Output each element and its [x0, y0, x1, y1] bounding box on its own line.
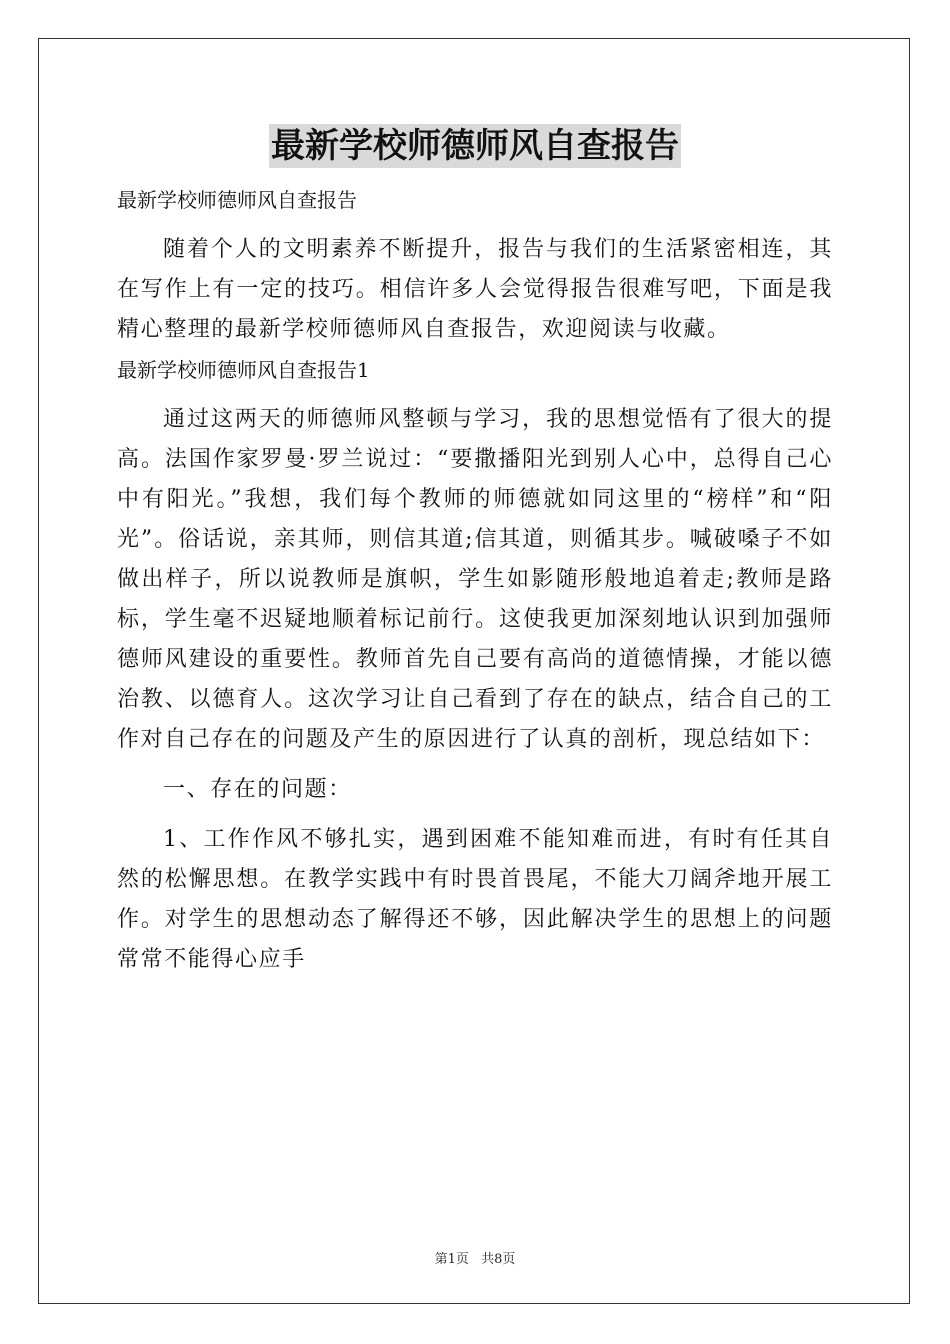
section-title: 最新学校师德师风自查报告1 — [117, 358, 370, 382]
spacer — [117, 220, 833, 230]
problems-heading: 一、存在的问题： — [163, 777, 352, 802]
title-container — [0, 124, 950, 168]
spacer — [117, 390, 833, 400]
spacer — [117, 760, 833, 770]
problem-1-paragraph: 1、工作作风不够扎实，遇到困难不能知难而进，有时有任其自然的松懈思想。在教学实践中有时畏首畏尾，不能大刀阔斧地开展工作。对学生的思想动态了解得还不够，因此解决学生的思想上的问题常常不能得心应手 — [117, 827, 833, 972]
intro-paragraph: 随着个人的文明素养不断提升，报告与我们的生活紧密相连，其在写作上有一定的技巧。相信许多人会觉得报告很难写吧，下面是我精心整理的最新学校师德师风自查报告，欢迎阅读与收藏。 — [117, 237, 833, 342]
document-body — [117, 180, 833, 980]
body-paragraph: 通过这两天的师德师风整顿与学习，我的思想觉悟有了很大的提高。法国作家罗曼·罗兰说过：“要撒播阳光到别人心中，总得自己心中有阳光。”我想，我们每个教师的师德就如同这里的“榜样”和“阳光”。俗话说，亲其师，则信其道;信其道，则循其步。喊破嗓子不如做出样子，所以说教师是旗帜，学生如影随形般地追着走;教师是路标，学生毫不迟疑地顺着标记前行。这使我更加深刻地认识到加强师德师风建设的重要性。教师首先自己要有高尚的道德情操，才能以德治教、以德育人。这次学习让自己看到了存在的缺点，结合自己的工作对自己存在的问题及产生的原因进行了认真的剖析，现总结如下： — [117, 407, 833, 752]
document-title: 最新学校师德师风自查报告 — [271, 126, 679, 166]
page-number: 第1页 — [434, 1252, 469, 1267]
page-footer — [0, 1248, 950, 1267]
document-subtitle: 最新学校师德师风自查报告 — [117, 188, 357, 212]
spacer — [117, 810, 833, 820]
total-pages: 共8页 — [481, 1252, 516, 1267]
